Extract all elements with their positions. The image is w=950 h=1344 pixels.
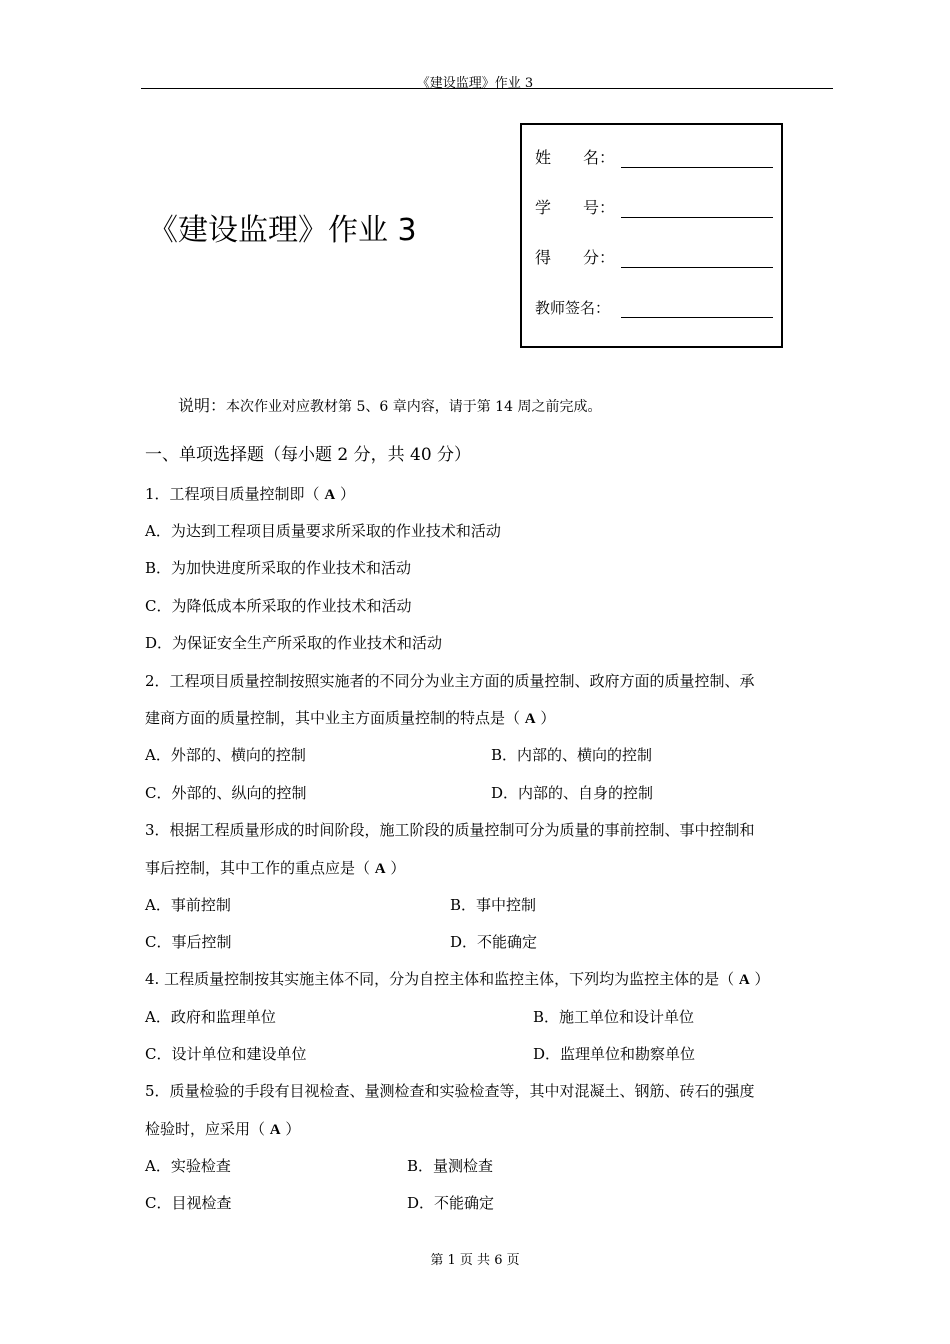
question-2-option-b: B．内部的、横向的控制 xyxy=(491,746,653,764)
question-4-option-d: D．监理单位和勘察单位 xyxy=(533,1045,696,1063)
question-3-option-b: B．事中控制 xyxy=(450,896,537,914)
answer-mark: A xyxy=(269,1122,281,1138)
question-1-option-b: B．为加快进度所采取的作业技术和活动 xyxy=(145,559,412,577)
question-3-option-a: A．事前控制 xyxy=(145,896,231,914)
question-stem-text: 事后控制，其中工作的重点应是（ xyxy=(145,859,375,877)
question-5-stem-line1: 5．质量检验的手段有目视检查、量测检查和实验检查等，其中对混凝土、钢筋、砖石的强度 xyxy=(145,1082,755,1100)
page-footer: 第 1 页 共 6 页 xyxy=(430,1253,520,1268)
question-stem-text: 4. 工程质量控制按其实施主体不同，分为自控主体和监控主体，下列均为监控主体的是（ xyxy=(145,970,739,988)
page-title: 《建设监理》作业 3 xyxy=(148,213,417,248)
question-2-stem-line2 xyxy=(145,707,555,728)
question-4-option-a: A．政府和监理单位 xyxy=(145,1008,276,1026)
answer-mark: A xyxy=(374,861,386,877)
question-4-option-b: B．施工单位和设计单位 xyxy=(533,1008,695,1026)
teacher-signature-row xyxy=(535,297,773,318)
question-2-option-d: D．内部的、自身的控制 xyxy=(491,784,654,802)
question-stem-close: ） xyxy=(749,970,770,988)
instructions xyxy=(178,393,601,416)
question-3-stem-line1: 3．根据工程质量形成的时间阶段，施工阶段的质量控制可分为质量的事前控制、事中控制和 xyxy=(145,821,755,839)
answer-mark: A xyxy=(524,711,536,727)
student-id-label: 学 号： xyxy=(535,198,616,217)
question-5-stem-line2 xyxy=(145,1118,300,1139)
instructions-prefix: 说明： xyxy=(178,396,227,415)
question-stem-text: 1．工程项目质量控制即（ xyxy=(145,485,325,503)
question-3-option-c: C．事后控制 xyxy=(145,933,232,951)
teacher-signature-field[interactable] xyxy=(621,299,773,318)
student-id-field[interactable] xyxy=(621,199,773,218)
question-stem-close: ） xyxy=(335,485,355,503)
question-5-option-a: A．实验检查 xyxy=(145,1157,231,1175)
question-stem-close: ） xyxy=(535,709,556,727)
running-header: 《建设监理》作业 3 xyxy=(416,76,534,91)
student-id-row xyxy=(535,195,773,218)
answer-mark: A xyxy=(324,487,336,503)
question-4-option-c: C．设计单位和建设单位 xyxy=(145,1045,307,1063)
teacher-signature-label: 教师签名： xyxy=(535,299,611,317)
question-2-stem-line1: 2．工程项目质量控制按照实施者的不同分为业主方面的质量控制、政府方面的质量控制、承 xyxy=(145,672,755,690)
header-rule xyxy=(141,88,833,89)
question-3-stem-line2 xyxy=(145,857,405,878)
question-1-option-a: A．为达到工程项目质量要求所采取的作业技术和活动 xyxy=(145,522,501,540)
score-row xyxy=(535,245,773,268)
question-stem-close: ） xyxy=(280,1120,301,1138)
score-field[interactable] xyxy=(621,249,773,268)
question-1-option-d: D．为保证安全生产所采取的作业技术和活动 xyxy=(145,634,443,652)
name-row xyxy=(535,145,773,168)
question-stem-text: 建商方面的质量控制，其中业主方面质量控制的特点是（ xyxy=(145,709,525,727)
score-label: 得 分： xyxy=(535,248,616,267)
answer-mark: A xyxy=(738,972,750,988)
question-1-option-c: C．为降低成本所采取的作业技术和活动 xyxy=(145,597,412,615)
name-field[interactable] xyxy=(621,149,773,168)
section-title: 一、单项选择题（每小题 2 分，共 40 分） xyxy=(145,445,472,465)
question-stem-close: ） xyxy=(385,859,406,877)
instructions-text: 本次作业对应教材第 5、6 章内容，请于第 14 周之前完成。 xyxy=(226,399,602,415)
question-stem-text: 检验时，应采用（ xyxy=(145,1120,270,1138)
question-5-option-b: B．量测检查 xyxy=(407,1157,494,1175)
question-1-stem xyxy=(145,483,355,504)
question-5-option-c: C．目视检查 xyxy=(145,1194,232,1212)
question-4-stem xyxy=(145,968,769,989)
question-3-option-d: D．不能确定 xyxy=(450,933,538,951)
question-2-option-a: A．外部的、横向的控制 xyxy=(145,746,306,764)
student-info-box xyxy=(520,123,783,348)
question-2-option-c: C．外部的、纵向的控制 xyxy=(145,784,307,802)
name-label: 姓 名： xyxy=(535,148,616,167)
question-5-option-d: D．不能确定 xyxy=(407,1194,495,1212)
